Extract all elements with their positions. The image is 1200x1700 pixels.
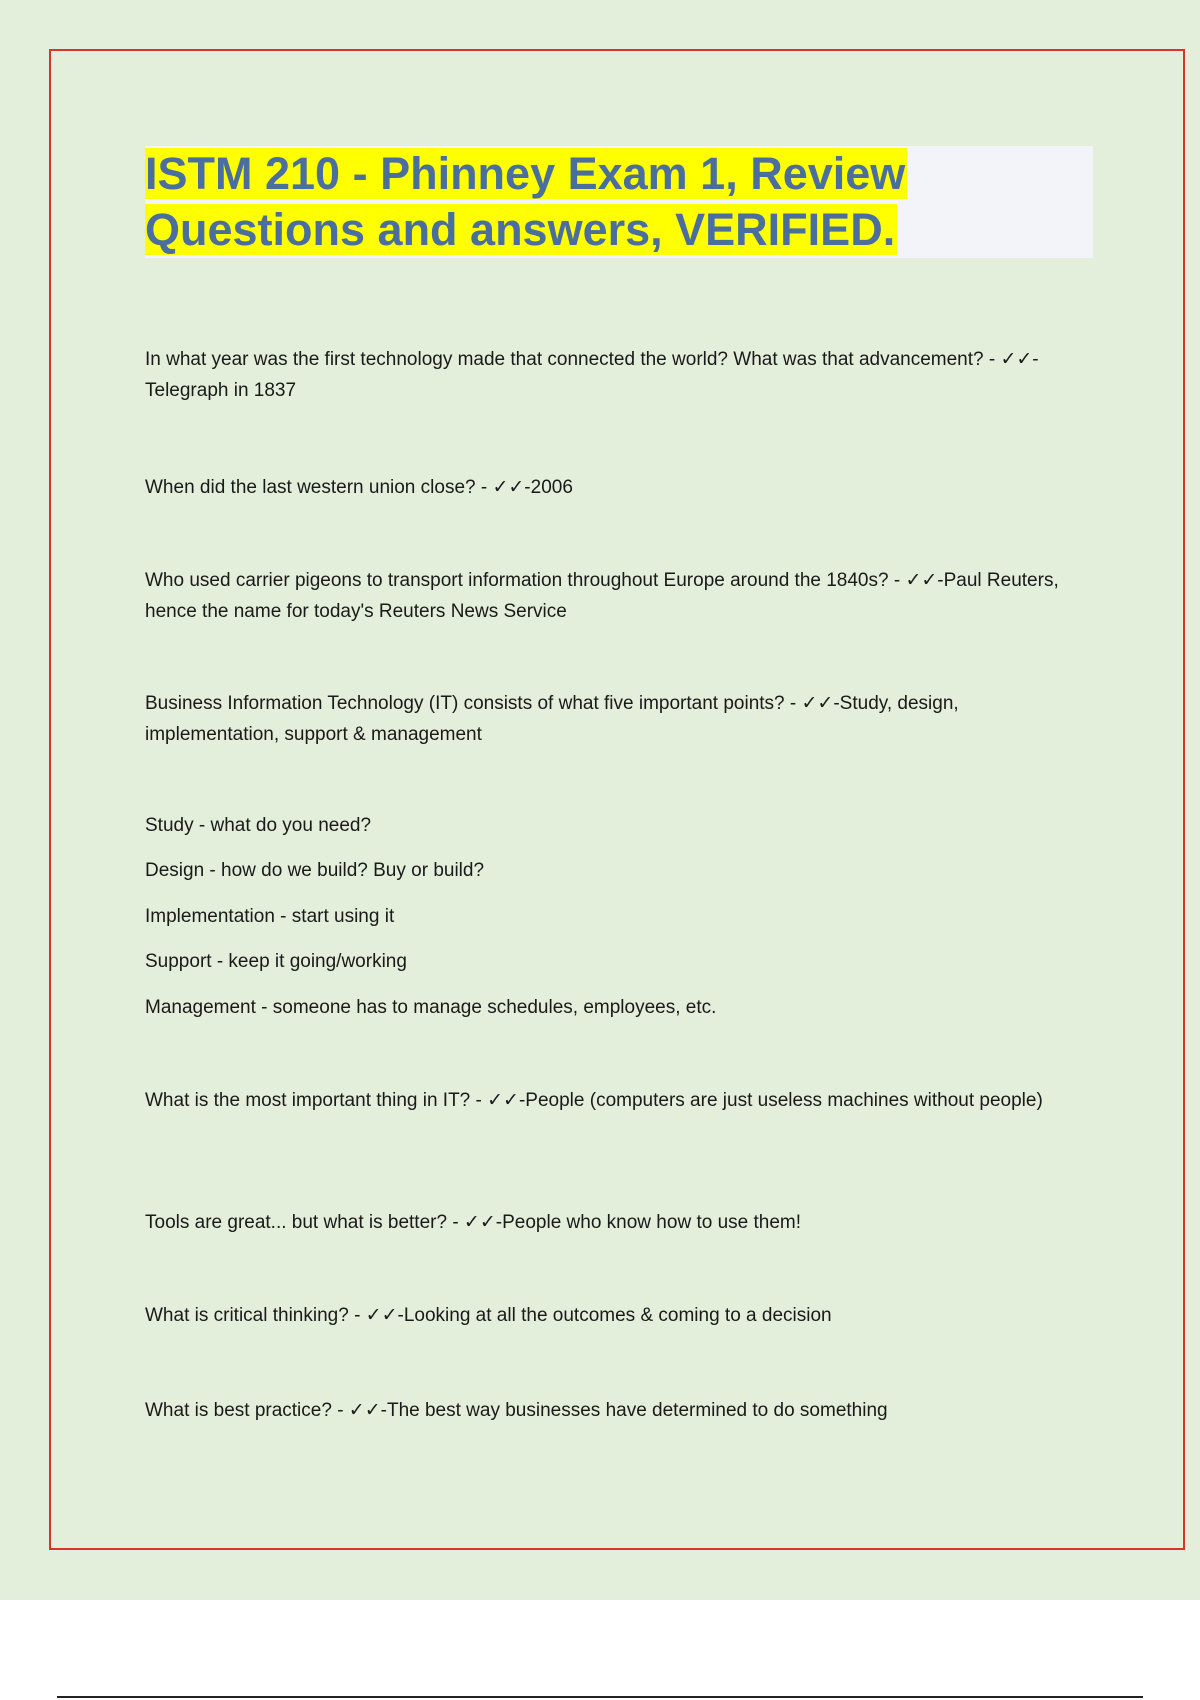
bottom-divider-line (57, 1696, 1143, 1698)
qa-entry: Tools are great... but what is better? - ✓✓-People who know how to use them! (145, 1212, 802, 1233)
qa-entry: What is critical thinking? - ✓✓-Looking at all the outcomes & coming to a decision (145, 1305, 832, 1326)
qa-entry: What is best practice? - ✓✓-The best way businesses have determined to do something (145, 1400, 888, 1421)
qa-entry: What is the most important thing in IT? - ✓✓-People (computers are just useless machines without people) (145, 1090, 1043, 1111)
document-title (145, 146, 1075, 258)
list-item-implementation: Implementation - start using it (145, 906, 395, 927)
qa-entry: Business Information Technology (IT) consists of what five important points? - ✓✓-Study, design, implementation, support & management (145, 693, 959, 745)
list-item-study: Study - what do you need? (145, 815, 372, 836)
qa-entry: Who used carrier pigeons to transport information throughout Europe around the 1840s? - ✓✓-Paul Reuters, hence the name for today's Reuters News Service (145, 570, 1059, 622)
title-highlight: ISTM 210 - Phinney Exam 1, Review Questions and answers, VERIFIED. (145, 148, 906, 255)
qa-entry: In what year was the first technology made that connected the world? What was that advancement? - ✓✓-Telegraph in 1837 (145, 349, 1039, 401)
list-item-management: Management - someone has to manage schedules, employees, etc. (145, 997, 717, 1018)
list-item-design: Design - how do we build? Buy or build? (145, 860, 485, 881)
list-item-support: Support - keep it going/working (145, 951, 407, 972)
qa-entry: When did the last western union close? - ✓✓-2006 (145, 477, 573, 498)
